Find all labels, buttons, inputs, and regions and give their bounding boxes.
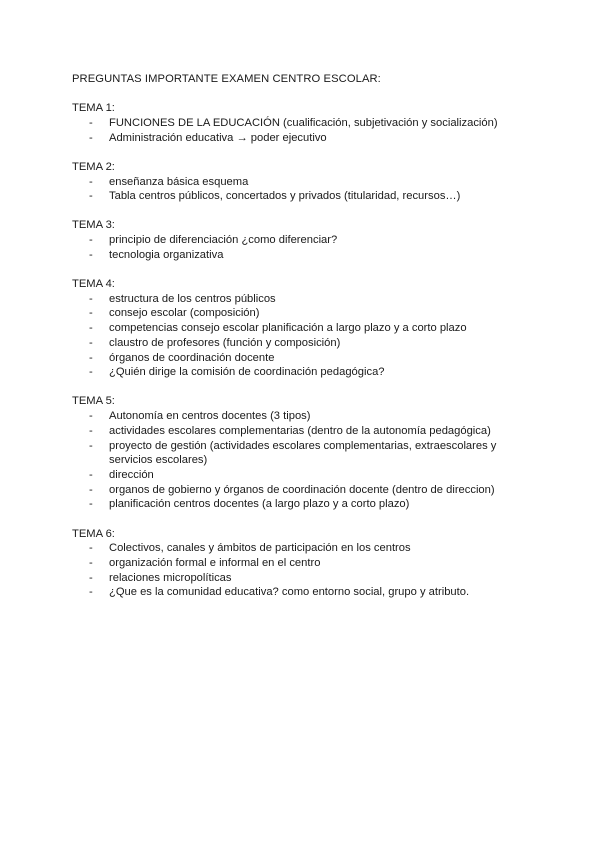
- dash-bullet-icon: -: [89, 571, 93, 584]
- dash-bullet-icon: -: [89, 351, 93, 364]
- list-item-text: tecnologia organizativa: [109, 248, 224, 261]
- dash-bullet-icon: -: [89, 190, 93, 203]
- dash-bullet-icon: -: [89, 410, 93, 423]
- dash-bullet-icon: -: [89, 556, 93, 569]
- list-item-text: proyecto de gestión (actividades escolares complementarias, extraescolares y servicios escolares): [109, 439, 497, 467]
- list-item: [72, 571, 532, 586]
- dash-bullet-icon: -: [89, 336, 93, 349]
- section-heading: TEMA 2:: [72, 160, 115, 173]
- list-item-text: estructura de los centros públicos: [109, 292, 276, 305]
- list-item-text: organos de gobierno y órganos de coordinación docente (dentro de direccion): [109, 483, 495, 496]
- dash-bullet-icon: -: [89, 424, 93, 437]
- list-item-text: órganos de coordinación docente: [109, 351, 275, 364]
- list-item-text: actividades escolares complementarias (dentro de la autonomía pedagógica): [109, 424, 491, 437]
- section-tema-5: [72, 394, 532, 512]
- list-item-text: planificación centros docentes (a largo plazo y a corto plazo): [109, 498, 410, 511]
- list-item: [72, 336, 532, 351]
- dash-bullet-icon: -: [89, 116, 93, 129]
- list-item: [72, 541, 532, 556]
- dash-bullet-icon: -: [89, 439, 93, 452]
- list-item: [72, 292, 532, 307]
- list-item: [72, 321, 532, 336]
- section-heading: TEMA 5:: [72, 395, 115, 408]
- dash-bullet-icon: -: [89, 366, 93, 379]
- section-tema-2: [72, 160, 532, 204]
- list-item-text: ¿Quién dirige la comisión de coordinación pedagógica?: [109, 366, 385, 379]
- list-item: [72, 483, 532, 498]
- bullet-list: [72, 233, 532, 262]
- section-heading: TEMA 4:: [72, 278, 115, 291]
- list-item: [72, 424, 532, 439]
- list-item: [72, 556, 532, 571]
- list-item: [72, 468, 532, 483]
- bullet-list: [72, 541, 532, 600]
- section-heading: TEMA 1:: [72, 102, 115, 115]
- dash-bullet-icon: -: [89, 498, 93, 511]
- list-item-text: dirección: [109, 468, 154, 481]
- dash-bullet-icon: -: [89, 131, 93, 144]
- list-item: [72, 306, 532, 321]
- list-item: [72, 365, 532, 380]
- section-heading: TEMA 6:: [72, 527, 115, 540]
- bullet-list: [72, 409, 532, 512]
- section-tema-6: [72, 527, 532, 601]
- list-item-text: organización formal e informal en el centro: [109, 556, 321, 569]
- list-item-text: enseñanza básica esquema: [109, 175, 249, 188]
- dash-bullet-icon: -: [89, 322, 93, 335]
- list-item: [72, 351, 532, 366]
- bullet-list: [72, 116, 532, 145]
- list-item-text: claustro de profesores (función y composición): [109, 336, 341, 349]
- document-title: PREGUNTAS IMPORTANTE EXAMEN CENTRO ESCOLAR:: [72, 73, 381, 85]
- list-item-text: principio de diferenciación ¿como diferenciar?: [109, 234, 338, 247]
- dash-bullet-icon: -: [89, 234, 93, 247]
- section-tema-4: [72, 277, 532, 380]
- list-item: [72, 497, 532, 512]
- list-item: [72, 131, 532, 146]
- list-item: [72, 439, 532, 468]
- dash-bullet-icon: -: [89, 292, 93, 305]
- list-item-text: ¿Que es la comunidad educativa? como entorno social, grupo y atributo.: [109, 586, 470, 599]
- list-item-text: Administración educativa → poder ejecutivo: [109, 131, 327, 144]
- list-item: [72, 248, 532, 263]
- list-item: [72, 233, 532, 248]
- sections-container: [72, 101, 532, 600]
- list-item-text: consejo escolar (composición): [109, 307, 260, 320]
- section-heading: TEMA 3:: [72, 219, 115, 232]
- dash-bullet-icon: -: [89, 483, 93, 496]
- list-item: [72, 409, 532, 424]
- document-page: [72, 72, 532, 615]
- list-item-text: Tabla centros públicos, concertados y privados (titularidad, recursos…): [109, 190, 461, 203]
- list-item: [72, 189, 532, 204]
- bullet-list: [72, 292, 532, 380]
- dash-bullet-icon: -: [89, 586, 93, 599]
- list-item-text: FUNCIONES DE LA EDUCACIÓN (cualificación, subjetivación y socialización): [109, 116, 498, 129]
- section-tema-1: [72, 101, 532, 145]
- list-item-text: Autonomía en centros docentes (3 tipos): [109, 410, 311, 423]
- dash-bullet-icon: -: [89, 248, 93, 261]
- dash-bullet-icon: -: [89, 175, 93, 188]
- list-item: [72, 175, 532, 190]
- list-item: [72, 116, 532, 131]
- dash-bullet-icon: -: [89, 542, 93, 555]
- bullet-list: [72, 175, 532, 204]
- list-item: [72, 585, 532, 600]
- section-tema-3: [72, 218, 532, 262]
- list-item-text: Colectivos, canales y ámbitos de participación en los centros: [109, 542, 411, 555]
- list-item-text: relaciones micropolíticas: [109, 571, 232, 584]
- list-item-text: competencias consejo escolar planificación a largo plazo y a corto plazo: [109, 322, 467, 335]
- dash-bullet-icon: -: [89, 468, 93, 481]
- dash-bullet-icon: -: [89, 307, 93, 320]
